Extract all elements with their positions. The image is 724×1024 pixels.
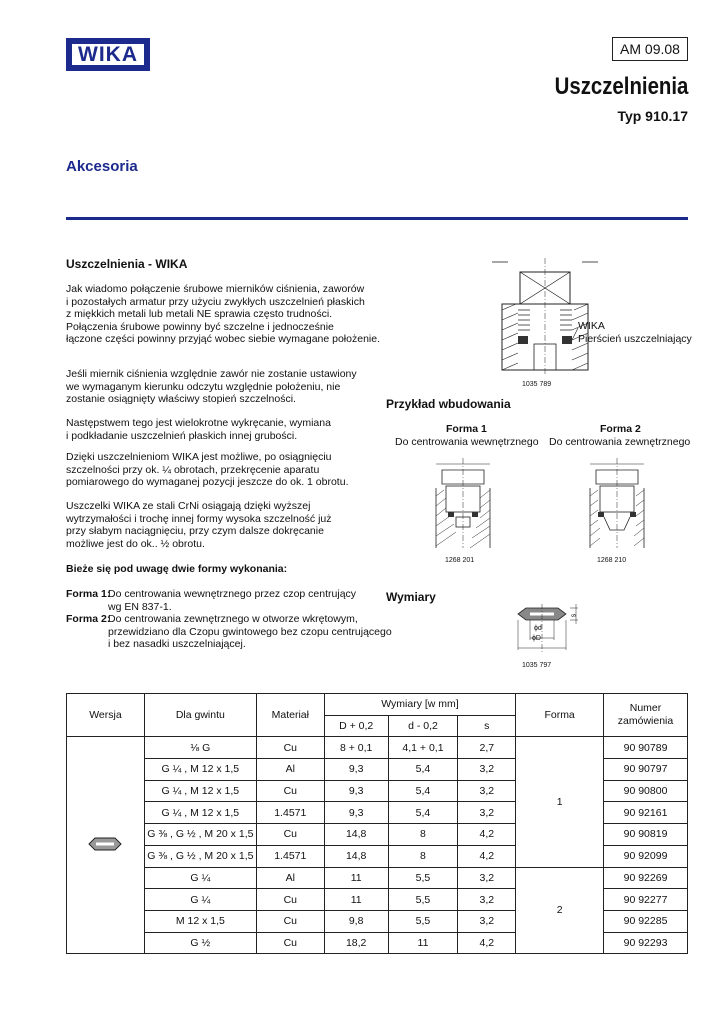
logo-text: WIKA [78, 42, 138, 66]
forma-2-title: Forma 2 [600, 423, 641, 435]
paragraph-5: Uszczelki WIKA ze stali CrNi osiągają dzięki wyższej wytrzymałości i trochę innej formy wysoka szczelność już przy słabym naciągnięciu, przy czym dalsze dokręcanie możliwe jest do ok.. ½ obrotu. [66, 500, 332, 550]
forma-2-cell: 2 [516, 867, 604, 954]
fig4-number: 1035 797 [522, 662, 552, 669]
dim-s-label: s [570, 613, 578, 618]
wika-label: WIKA [578, 320, 605, 332]
fig1-number: 1035 789 [522, 381, 552, 388]
col-D: D + 0,2 [324, 715, 388, 737]
forma-2-desc: Forma 2:Do centrowania zewnętrznego w otworze wkrętowym, przewidziano dla Czopu gwintowego bez czopu centrującego i bez nasadki uszczelniającej. [66, 613, 392, 651]
doc-code: AM 09.08 [612, 37, 688, 61]
col-d: d - 0,2 [388, 715, 458, 737]
forma-1-subtitle: Do centrowania wewnętrznego [395, 436, 539, 448]
forma-1-cell: 1 [516, 737, 604, 867]
page-title: Uszczelnienia [554, 73, 688, 100]
col-wersja: Wersja [67, 694, 145, 737]
seal-ring-label: Pierścień uszczelniający [578, 333, 692, 345]
col-gwint: Dla gwintu [144, 694, 256, 737]
left-heading: Uszczelnienia - WIKA [66, 257, 188, 271]
col-numer: Numer zamówienia [604, 694, 688, 737]
col-forma: Forma [516, 694, 604, 737]
paragraph-4: Dzięki uszczelnieniom WIKA jest możliwe, po osiągnięciu szczelności przy ok. ¼ obrotach, przekręcenie aparatu pomiarowego do wymaganej pozycji jeszcze do ok. 1 obrotu. [66, 451, 349, 489]
forma-1-desc: Forma 1:Do centrowania wewnętrznego przez czop centrujący wg EN 837-1. [66, 588, 357, 613]
forma-2-subtitle: Do centrowania zewnętrznego [549, 436, 691, 448]
table-row: G ¼ Cu 11 5,5 3,2 90 92277 [67, 889, 688, 911]
seal-table [66, 693, 688, 954]
col-s: s [458, 715, 516, 737]
table-row: G ¼ , M 12 x 1,5 Al 9,3 5,4 3,2 90 90797 [67, 759, 688, 781]
table-row: G ⅜ , G ½ , M 20 x 1,5 1.4571 14,8 8 4,2 90 92099 [67, 845, 688, 867]
forms-note: Bieże się pod uwagę dwie formy wykonania: [66, 563, 288, 575]
seal-dimension-drawing [512, 604, 582, 654]
dims-heading: Wymiary [386, 590, 436, 604]
table-row: G ¼ , M 12 x 1,5 1.4571 9,3 5,4 3,2 90 92161 [67, 802, 688, 824]
forma-2-drawing [586, 458, 648, 550]
table-row: G ⅜ , G ½ , M 20 x 1,5 Cu 14,8 8 4,2 90 90819 [67, 824, 688, 846]
install-heading: Przykład wbudowania [386, 397, 511, 411]
wika-logo [66, 38, 150, 71]
wersja-cell [67, 737, 145, 954]
dim-d-label: ϕd [534, 625, 542, 632]
paragraph-1: Jak wiadomo połączenie śrubowe mierników ciśnienia, zaworów i pozostałych armatur przy użyciu zwykłych uszczelnień płaskich z miękkich metali lub metali NE sprawia często trudności. Połączenia śrubowe powinny być szczelne i jednocześnie łączone części powinny przyjąć wobec siebie wymagane położenie. [66, 283, 381, 346]
type-number: Typ 910.17 [617, 108, 688, 124]
table-row: G ½ Cu 18,2 11 4,2 90 92293 [67, 932, 688, 954]
paragraph-2: Jeśli miernik ciśnienia względnie zawór nie zostanie ustawiony we wymaganym kierunku odczytu względnie położeniu, nie zostanie osiągnięty właściwy stopień szczelności. [66, 368, 357, 406]
col-material: Materiał [256, 694, 324, 737]
table-row: G ¼ , M 12 x 1,5 Cu 9,3 5,4 3,2 90 90800 [67, 780, 688, 802]
paragraph-3: Następstwem tego jest wielokrotne wykręcanie, wymiana i podkładanie uszczelnień płaskich innej grubości. [66, 417, 331, 442]
fig3-number: 1268 210 [597, 557, 627, 564]
fig2-number: 1268 201 [445, 557, 475, 564]
seal-ring-icon [87, 836, 123, 852]
table-row: G ¼ Al 11 5,5 3,2 2 90 92269 [67, 867, 688, 889]
table-row: ⅛ G Cu 8 + 0,1 4,1 + 0,1 2,7 1 90 90789 [67, 737, 688, 759]
dim-D-label: ϕD [532, 635, 541, 642]
forma-1-title: Forma 1 [446, 423, 487, 435]
col-wymiary: Wymiary [w mm] [324, 694, 515, 716]
seal-fitting-drawing [490, 258, 600, 378]
section-title: Akcesoria [66, 158, 138, 175]
forma-1-drawing [432, 458, 494, 550]
table-row: M 12 x 1,5 Cu 9,8 5,5 3,2 90 92285 [67, 910, 688, 932]
divider [66, 217, 688, 220]
